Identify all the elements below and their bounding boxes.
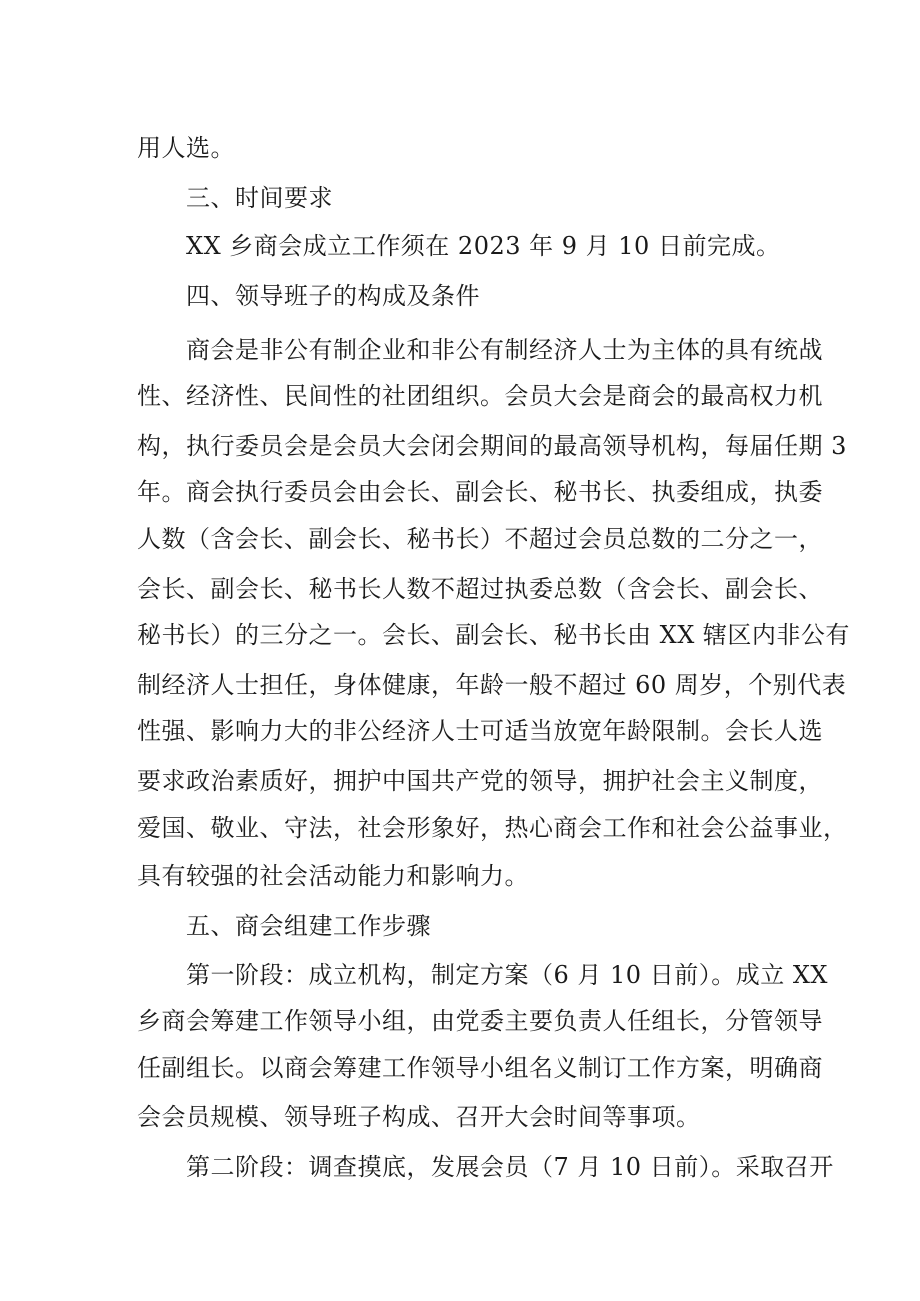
text-line-3: XX 乡商会成立工作须在 2023 年 9 月 10 日前完成。 bbox=[186, 232, 781, 260]
text-line-16: 具有较强的社会活动能力和影响力。 bbox=[137, 862, 529, 890]
text-line-14: 要求政治素质好，拥护中国共产党的领导，拥护社会主义制度， bbox=[137, 767, 823, 795]
text-line-9: 人数（含会长、副会长、秘书长）不超过会员总数的二分之一， bbox=[137, 525, 823, 553]
text-line-7: 构，执行委员会是会员大会闭会期间的最高领导机构，每届任期 3 bbox=[137, 432, 847, 460]
text-line-18: 第一阶段：成立机构，制定方案（6 月 10 日前）。成立 XX bbox=[186, 961, 828, 989]
text-line-22: 第二阶段：调查摸底，发展会员（7 月 10 日前）。采取召开 bbox=[186, 1153, 834, 1181]
text-line-15: 爱国、敬业、守法，社会形象好，热心商会工作和社会公益事业， bbox=[137, 814, 848, 842]
text-line-1: 用人选。 bbox=[137, 134, 235, 162]
text-line-11: 秘书长）的三分之一。会长、副会长、秘书长由 XX 辖区内非公有 bbox=[137, 621, 850, 649]
section-heading-steps: 五、商会组建工作步骤 bbox=[186, 912, 431, 940]
text-line-5: 商会是非公有制企业和非公有制经济人士为主体的具有统战 bbox=[186, 336, 823, 364]
text-line-6: 性、经济性、民间性的社团组织。会员大会是商会的最高权力机 bbox=[137, 382, 823, 410]
text-line-12: 制经济人士担任，身体健康，年龄一般不超过 60 周岁，个别代表 bbox=[137, 671, 847, 699]
section-heading-leadership: 四、领导班子的构成及条件 bbox=[186, 282, 480, 310]
section-heading-time: 三、时间要求 bbox=[186, 184, 333, 212]
text-line-19: 乡商会筹建工作领导小组，由党委主要负责人任组长，分管领导 bbox=[137, 1007, 823, 1035]
text-line-20: 任副组长。以商会筹建工作领导小组名义制订工作方案，明确商 bbox=[137, 1054, 823, 1082]
text-line-21: 会会员规模、领导班子构成、召开大会时间等事项。 bbox=[137, 1103, 701, 1131]
text-line-13: 性强、影响力大的非公经济人士可适当放宽年龄限制。会长人选 bbox=[137, 717, 823, 745]
text-line-8: 年。商会执行委员会由会长、副会长、秘书长、执委组成，执委 bbox=[137, 478, 823, 506]
text-line-10: 会长、副会长、秘书长人数不超过执委总数（含会长、副会长、 bbox=[137, 575, 823, 603]
